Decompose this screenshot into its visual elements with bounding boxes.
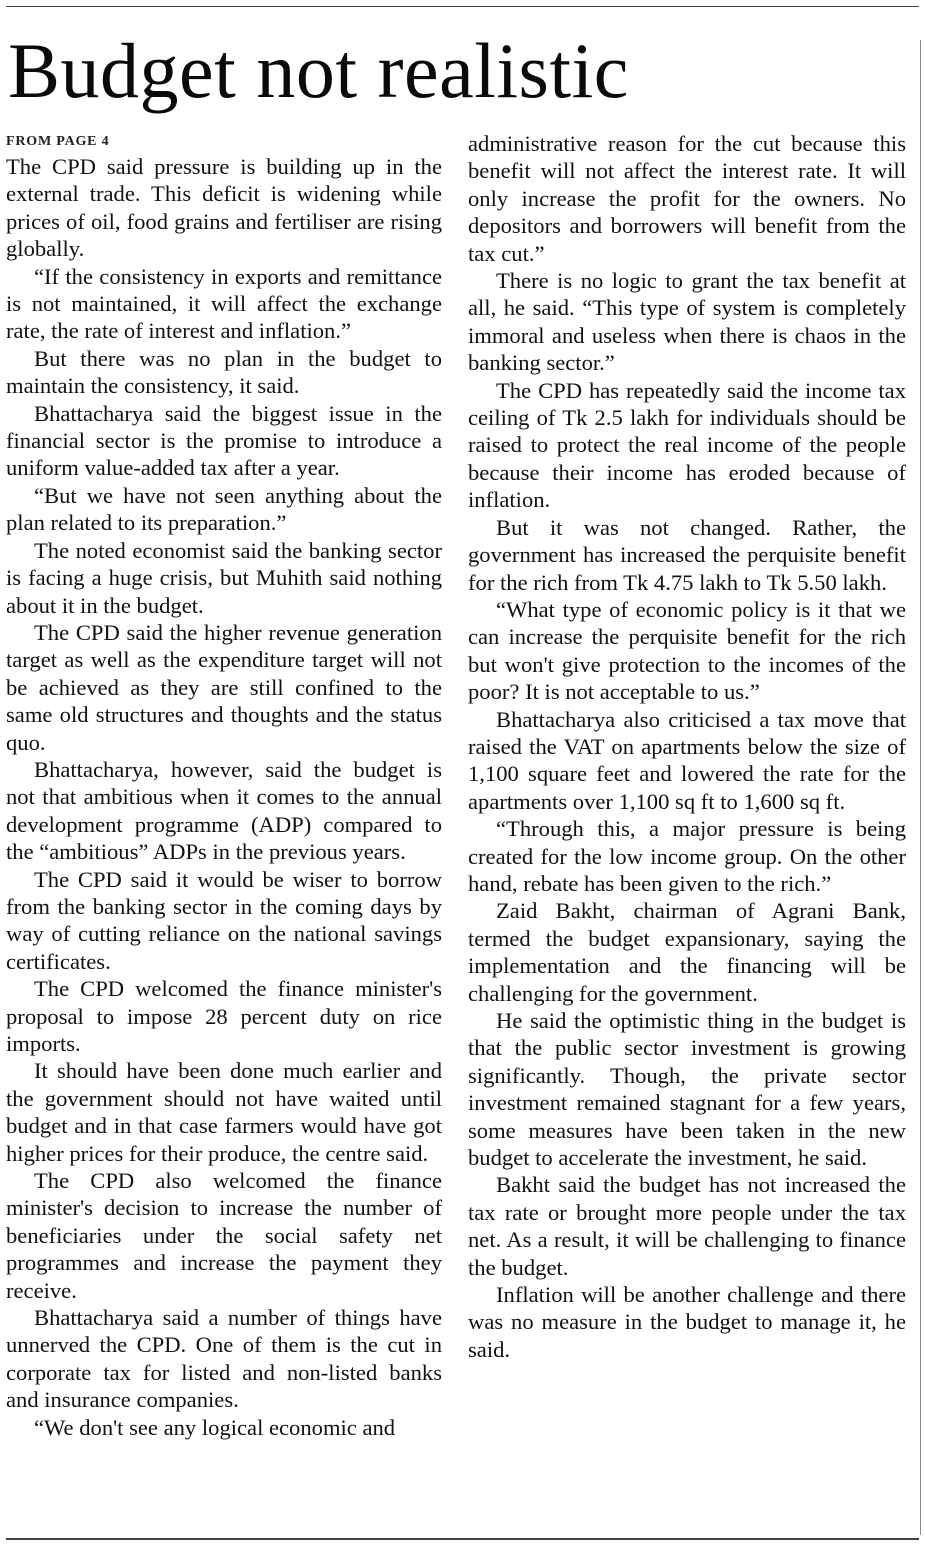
paragraph: The CPD said it would be wiser to borrow from the banking sector in the coming days by way of cutting reliance on the national savings certificates. (6, 866, 442, 974)
paragraph: The CPD said pressure is building up in the external trade. This deficit is widening while prices of oil, food grains and fertiliser are rising globally. (6, 154, 442, 262)
paragraph: It should have been done much earlier and the government should not have waited until budget and in that case farmers would have got higher prices for their produce, the centre said. (6, 1058, 442, 1166)
paragraph: The CPD has repeatedly said the income tax ceiling of Tk 2.5 lakh for individuals should be raised to protect the real income of the people because their income has eroded because of inflation. (468, 377, 906, 513)
paragraph: “We don't see any logical economic and (34, 1414, 396, 1440)
paragraph: Bhattacharya, however, said the budget is not that ambitious when it comes to the annual development programme (ADP) compared to the “ambitious” ADPs in the previous years. (6, 756, 442, 865)
paragraph: The CPD also welcomed the finance minister's decision to increase the number of beneficiaries under the social safety net programmes and increase the payment they receive. (6, 1168, 442, 1303)
paragraph: Zaid Bakht, chairman of Agrani Bank, termed the budget expansionary, saying the implementation and the financing will be challenging for the government. (468, 898, 906, 1006)
paragraph: Inflation will be another challenge and there was no measure in the budget to manage it, he said. (468, 1282, 906, 1362)
right-column (468, 130, 906, 1363)
paragraph: “Through this, a major pressure is being created for the low income group. On the other hand, rebate has been given to the rich.” (468, 816, 906, 896)
paragraph: There is no logic to grant the tax benefit at all, he said. “This type of system is completely immoral and useless when there is chaos in the banking sector.” (468, 268, 906, 376)
paragraph: Bakht said the budget has not increased the tax rate or brought more people under the tax net. As a result, it will be challenging to finance the budget. (468, 1172, 906, 1280)
paragraph: administrative reason for the cut because this benefit will not affect the interest rate. It will only increase the profit for the owners. No depositors and borrowers will benefit from the tax cut.” (468, 131, 906, 266)
headline: Budget not realistic (8, 27, 629, 114)
continuation-kicker: FROM PAGE 4 (6, 134, 110, 149)
paragraph: The CPD said the higher revenue generation target as well as the expenditure target will not be achieved as they are still confined to the same old structures and thoughts and the status quo. (6, 619, 442, 755)
paragraph: “But we have not seen anything about the plan related to its preparation.” (6, 482, 442, 536)
left-column (6, 130, 442, 1441)
column-rule-right (920, 40, 921, 1535)
paragraph: But it was not changed. Rather, the government has increased the perquisite benefit for the rich from Tk 4.75 lakh to Tk 5.50 lakh. (468, 514, 906, 595)
paragraph: “If the consistency in exports and remittance is not maintained, it will affect the exchange rate, the rate of interest and inflation.” (6, 263, 442, 344)
paragraph: Bhattacharya said the biggest issue in the financial sector is the promise to introduce a uniform value-added tax after a year. (6, 400, 442, 481)
paragraph: Bhattacharya also criticised a tax move that raised the VAT on apartments below the size of 1,100 square feet and lowered the rate for the apartments over 1,100 sq ft to 1,600 sq ft. (468, 706, 906, 814)
paragraph: Bhattacharya said a number of things have unnerved the CPD. One of them is the cut in corporate tax for listed and non-listed banks and insurance companies. (6, 1305, 442, 1413)
top-rule (6, 6, 919, 7)
paragraph: The noted economist said the banking sector is facing a huge crisis, but Muhith said nothing about it in the budget. (6, 537, 442, 618)
paragraph: “What type of economic policy is it that we can increase the perquisite benefit for the rich but won't give protection to the incomes of the poor? It is not acceptable to us.” (468, 596, 906, 705)
paragraph: The CPD welcomed the finance minister's proposal to impose 28 percent duty on rice imports. (6, 976, 442, 1056)
paragraph: He said the optimistic thing in the budget is that the public sector investment is growing significantly. Though, the private sector investment remained stagnant for a few years, some measures have been taken in the new budget to accelerate the investment, he said. (468, 1008, 906, 1171)
paragraph: But there was no plan in the budget to maintain the consistency, it said. (6, 345, 442, 399)
bottom-rule (6, 1538, 919, 1540)
